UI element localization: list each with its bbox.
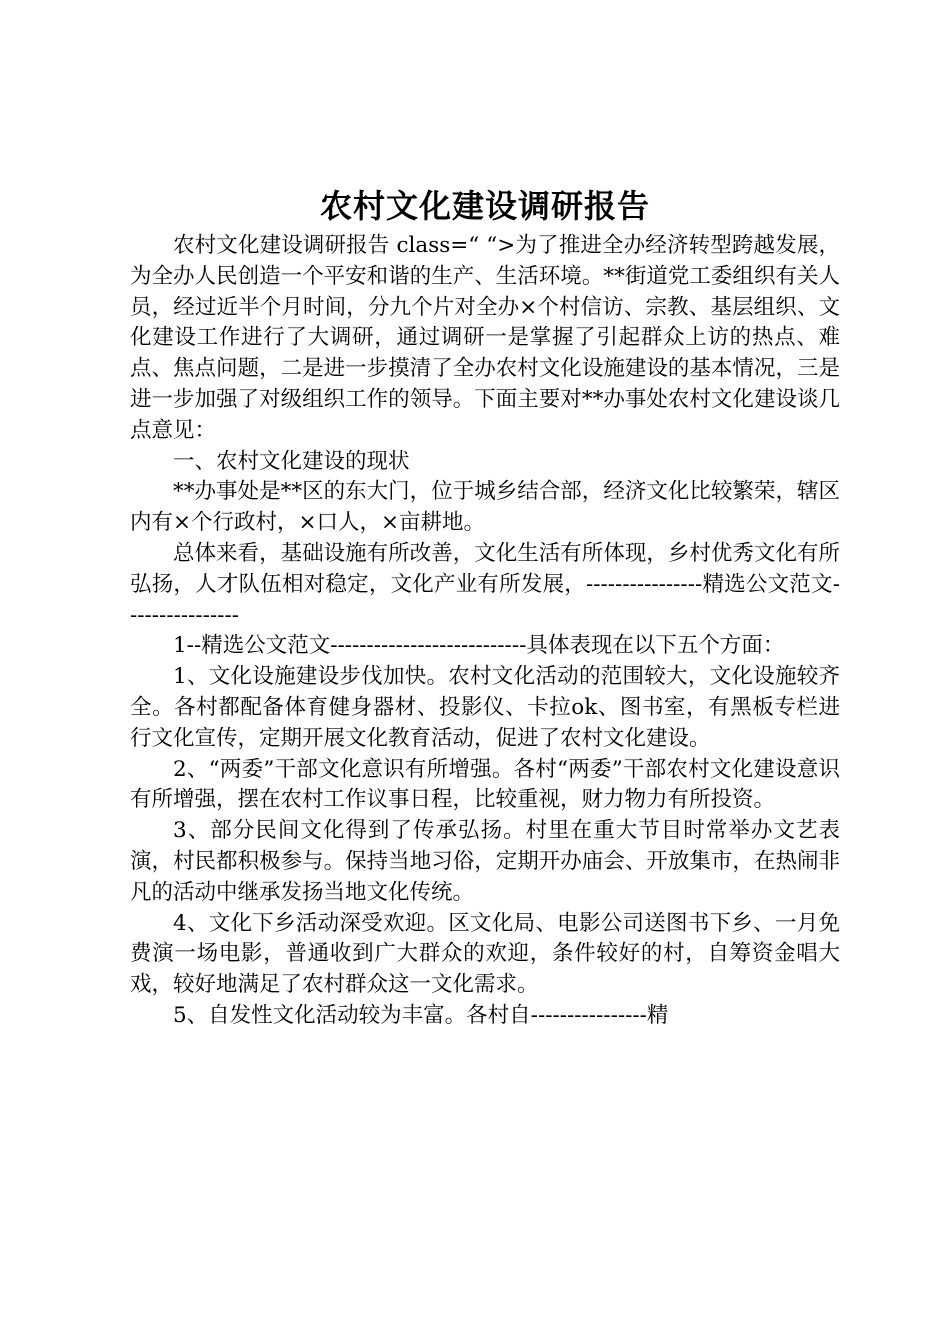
list-item-paragraph: 1、文化设施建设步伐加快。农村文化活动的范围较大，文化设施较齐全。各村都配备体育健身器材、投影仪、卡拉ok、图书室，有黑板专栏进行文化宣传，定期开展文化教育活动，促进了农村文化建设。 (130, 664, 840, 751)
body-paragraph: 总体来看，基础设施有所改善，文化生活有所体现，乡村优秀文化有所弘扬，人才队伍相对稳定，文化产业有所发展，----------------精选公文范文---------------- (130, 540, 840, 628)
body-paragraph: **办事处是**区的东大门，位于城乡结合部，经济文化比较繁荣，辖区内有×个行政村，×口人，×亩耕地。 (130, 479, 840, 536)
intro-paragraph: 农村文化建设调研报告 class=“ “>为了推进全办经济转型跨越发展，为全办人民创造一个平安和谐的生产、生活环境。**街道党工委组织有关人员，经过近半个月时间，分九个片对全办×个村信访、宗教、基层组织、文化建设工作进行了大调研，通过调研一是掌握了引起群众上访的热点、难点、焦点问题，二是进一步摸清了全办农村文化设施建设的基本情况，三是进一步加强了对级组织工作的领导。下面主要对**办事处农村文化建设谈几点意见： (130, 233, 840, 443)
section-heading: 一、农村文化建设的现状 (173, 448, 410, 474)
body-paragraph: 1--精选公文范文---------------------------具体表现在以下五个方面： (173, 633, 785, 659)
document-page (130, 183, 840, 1032)
list-item-paragraph: 3、部分民间文化得到了传承弘扬。村里在重大节目时常举办文艺表演，村民都积极参与。保持当地习俗，定期开办庙会、开放集市，在热闹非凡的活动中继承发扬当地文化传统。 (130, 818, 840, 905)
document-title: 农村文化建设调研报告 (319, 187, 650, 225)
list-item-paragraph: 2、“两委”干部文化意识有所增强。各村“两委”干部农村文化建设意识有所增强，摆在农村工作议事日程，比较重视，财力物力有所投资。 (130, 756, 840, 813)
list-item-paragraph: 4、文化下乡活动深受欢迎。区文化局、电影公司送图书下乡、一月免费演一场电影，普通收到广大群众的欢迎，条件较好的村，自筹资金唱大戏，较好地满足了农村群众这一文化需求。 (130, 910, 840, 998)
list-item-paragraph: 5、自发性文化活动较为丰富。各村自----------------精 (173, 1002, 669, 1028)
